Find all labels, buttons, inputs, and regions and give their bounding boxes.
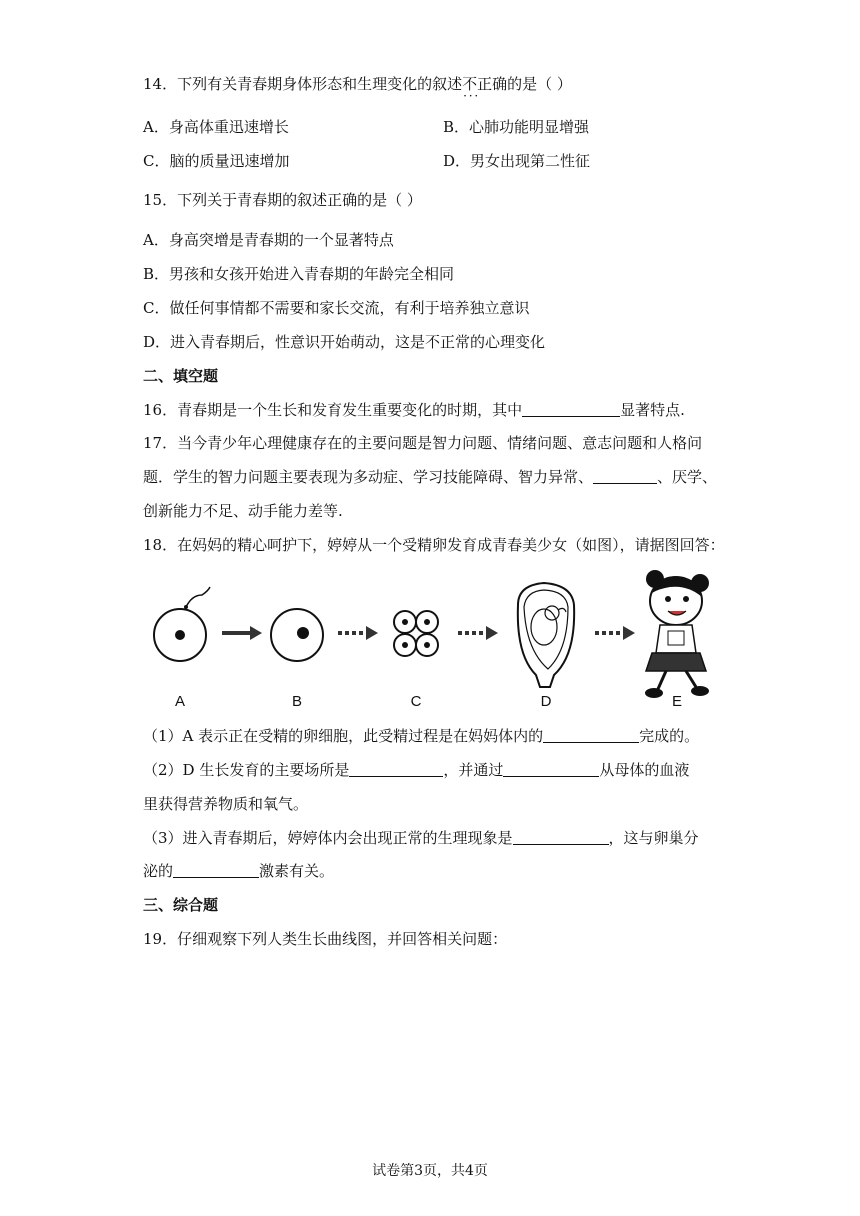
q18-p3-text-d: 激素有关。 [259,862,335,880]
q17-line2 [143,467,717,487]
q18-p1-blank[interactable] [543,727,639,743]
label-e: E [671,693,683,710]
q18-stem: 18．在妈妈的精心呵护下，婷婷从一个受精卵发育成青春美少女（如图），请据图回答： [143,536,725,554]
q18-part3-cont [143,861,334,881]
q18-p3-text-b: ，这与卵巢分 [608,829,699,847]
q18-p3-text-c: 泌的 [143,862,174,880]
stage-labels [175,693,682,710]
q18-p3-text-a: （3）进入青春期后，婷婷体内会出现正常的生理现象是 [143,829,513,847]
dashed-arrow-1 [338,626,378,640]
q17-line1: 17．当今青少年心理健康存在的主要问题是智力问题、情绪问题、意志问题和人格问 [143,434,703,452]
stage-e-girl-cartoon [645,570,709,698]
stage-d-fetus-in-uterus [518,583,574,687]
q18-p2-text-b: ，并通过 [443,761,504,779]
q15-option-b: B．男孩和女孩开始进入青春期的年龄完全相同 [143,265,455,283]
q15-option-a: A．身高突增是青春期的一个显著特点 [143,231,394,249]
q19-stem: 19．仔细观察下列人类生长曲线图，并回答相关问题： [143,930,508,948]
label-d: D [540,693,552,710]
solid-arrow [222,626,262,640]
stage-c-cell-division [394,611,438,656]
q14-option-b: B．心肺功能明显增强 [443,118,590,136]
q17-blank[interactable] [593,468,657,484]
label-c: C [410,693,422,710]
q14-option-c: C．脑的质量迅速增加 [143,152,290,170]
dashed-arrow-3 [595,626,635,640]
q16-blank[interactable] [522,401,620,417]
q17-text-a: 题．学生的智力问题主要表现为多动症、学习技能障碍、智力异常、 [143,468,594,486]
q16 [143,400,685,420]
q18-part1 [143,726,699,746]
q15-option-d: D．进入青春期后，性意识开始萌动，这是不正常的心理变化 [143,333,546,351]
q18-part2 [143,760,689,780]
page-footer: 试卷第3页，共4页 [372,1163,488,1179]
q18-part2-cont: 里获得营养物质和氧气。 [143,795,309,813]
q16-text-b: 显著特点. [620,401,685,419]
q15-stem: 15．下列关于青春期的叙述正确的是（ ） [143,191,422,209]
q17-text-b: 、厌学、 [657,468,718,486]
q14-stem [143,74,572,94]
stage-a-fertilized-egg [154,587,210,661]
q18-p2-text-a: （2）D 生长发育的主要场所是 [143,761,350,779]
dashed-arrow-2 [458,626,498,640]
q14-stem-a: 14．下列有关青春期身体形态和生理变化的叙述 [143,75,463,93]
q14-option-d: D．男女出现第二性征 [443,152,591,170]
q18-p2-blank2[interactable] [503,761,599,777]
q18-p3-blank1[interactable] [513,829,609,845]
q16-text-a: 16．青春期是一个生长和发育发生重要变化的时期，其中 [143,401,523,419]
q18-p1-text-a: （1）A 表示正在受精的卵细胞，此受精过程是在妈妈体内的 [143,727,544,745]
development-diagram [140,565,740,715]
section-fill-blank-heading: 二、填空题 [143,367,219,385]
q18-part3 [143,828,699,848]
stage-b-zygote [271,609,323,661]
q18-p2-blank1[interactable] [349,761,443,777]
q18-p1-text-b: 完成的。 [639,727,700,745]
q14-stem-c: 的是（ ） [507,75,572,93]
section-comprehensive-heading: 三、综合题 [143,896,219,914]
label-b: B [291,693,303,710]
q17-line3: 创新能力不足、动手能力差等. [143,502,343,520]
q14-emphasis: 不正确 · · · [462,75,507,93]
q14-option-a: A．身高体重迅速增长 [143,118,289,136]
q15-option-c: C．做任何事情都不需要和家长交流，有利于培养独立意识 [143,299,530,317]
label-a: A [174,693,186,710]
q18-p2-text-c: 从母体的血液 [599,761,690,779]
q18-p3-blank2[interactable] [173,862,259,878]
